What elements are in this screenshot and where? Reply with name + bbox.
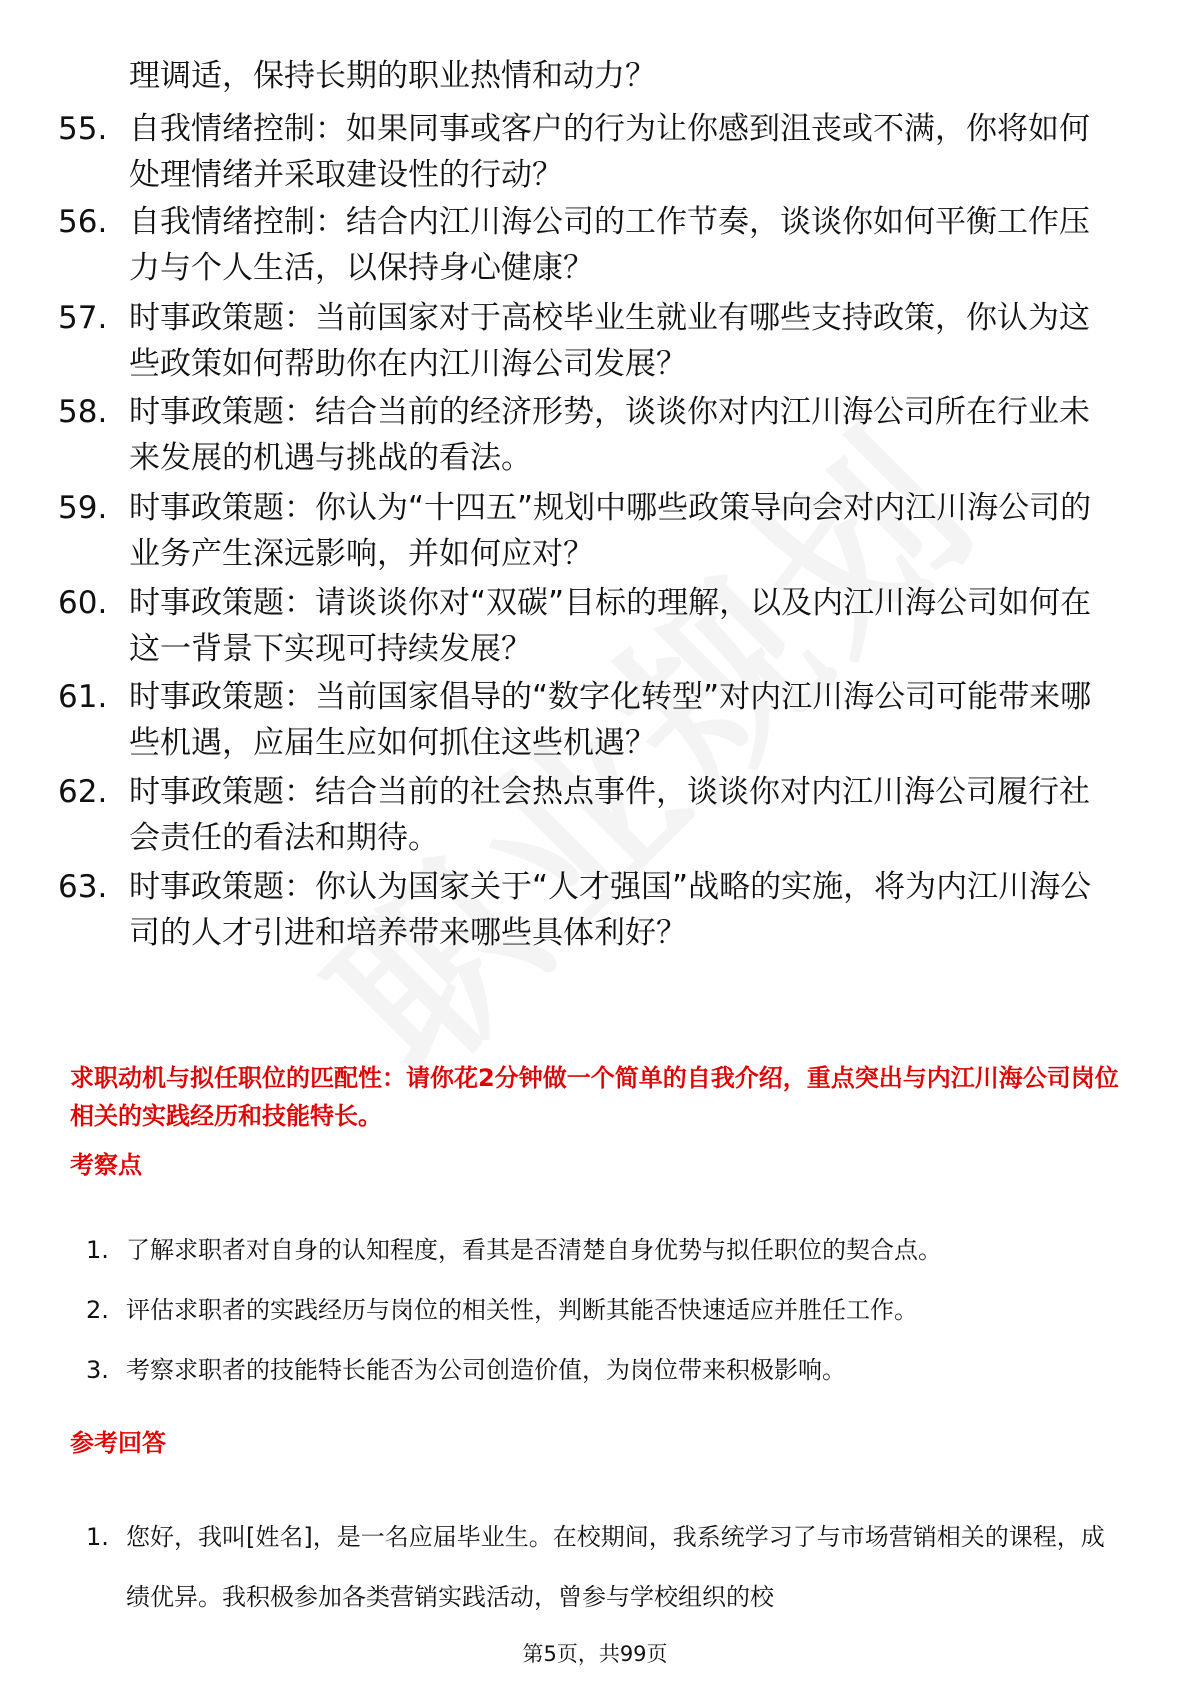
- question-continuation: 理调适，保持长期的职业热情和动力？: [129, 58, 656, 94]
- question-number: 55.: [58, 111, 108, 147]
- list-item: [86, 1353, 1126, 1387]
- question-text: 自我情绪控制：如果同事或客户的行为让你感到沮丧或不满，你将如何处理情绪并采取建设性的行动？: [129, 111, 1090, 193]
- question-number: 56.: [58, 204, 108, 240]
- question-item: [58, 674, 1118, 766]
- list-number: 1.: [86, 1236, 109, 1264]
- question-number: 60.: [58, 585, 108, 621]
- featured-question: 求职动机与拟任职位的匹配性：请你花2分钟做一个简单的自我介绍，重点突出与内江川海公司岗位相关的实践经历和技能特长。: [70, 1064, 1119, 1130]
- question-number: 59.: [58, 490, 108, 526]
- list-text: 了解求职者对自身的认知程度，看其是否清楚自身优势与拟任职位的契合点。: [126, 1236, 942, 1264]
- question-item: [58, 580, 1118, 672]
- question-text: 时事政策题：结合当前的经济形势，谈谈你对内江川海公司所在行业未来发展的机遇与挑战的看法。: [129, 394, 1090, 476]
- list-text: 评估求职者的实践经历与岗位的相关性，判断其能否快速适应并胜任工作。: [126, 1296, 918, 1324]
- list-number: 2.: [86, 1296, 109, 1324]
- question-text: 自我情绪控制：结合内江川海公司的工作节奏，谈谈你如何平衡工作压力与个人生活，以保持身心健康？: [129, 204, 1090, 286]
- question-item: [58, 389, 1118, 481]
- question-text: 时事政策题：你认为“十四五”规划中哪些政策导向会对内江川海公司的业务产生深远影响，并如何应对？: [129, 490, 1092, 572]
- question-number: 57.: [58, 300, 108, 336]
- section-title-cankao: 参考回答: [70, 1429, 166, 1457]
- question-number: 63.: [58, 869, 108, 905]
- question-item: [58, 199, 1118, 291]
- question-item: [58, 864, 1118, 956]
- question-number: 61.: [58, 679, 108, 715]
- question-number: 58.: [58, 394, 108, 430]
- question-text: 时事政策题：结合当前的社会热点事件，谈谈你对内江川海公司履行社会责任的看法和期待。: [129, 774, 1090, 856]
- question-item: [58, 485, 1118, 577]
- question-text: 时事政策题：你认为国家关于“人才强国”战略的实施，将为内江川海公司的人才引进和培养带来哪些具体利好？: [129, 869, 1092, 951]
- list-number: 3.: [86, 1356, 109, 1384]
- section-title-kaocha: 考察点: [70, 1151, 142, 1179]
- list-number: 1.: [86, 1523, 109, 1551]
- page-footer: 第5页，共99页: [522, 1642, 668, 1666]
- list-item: [86, 1293, 1126, 1327]
- question-item: [58, 295, 1118, 387]
- question-item: [58, 769, 1118, 861]
- list-text: 考察求职者的技能特长能否为公司创造价值，为岗位带来积极影响。: [126, 1356, 846, 1384]
- question-text: 时事政策题：请谈谈你对“双碳”目标的理解，以及内江川海公司如何在这一背景下实现可持续发展？: [129, 585, 1092, 667]
- question-text: 时事政策题：当前国家对于高校毕业生就业有哪些支持政策，你认为这些政策如何帮助你在内江川海公司发展？: [129, 300, 1090, 382]
- list-item: [86, 1233, 1126, 1267]
- answer-item: [86, 1507, 1126, 1627]
- question-number: 62.: [58, 774, 108, 810]
- answer-text: 您好，我叫[姓名]，是一名应届毕业生。在校期间，我系统学习了与市场营销相关的课程，成绩优异。我积极参加各类营销实践活动，曾参与学校组织的校: [126, 1523, 1105, 1611]
- question-text: 时事政策题：当前国家倡导的“数字化转型”对内江川海公司可能带来哪些机遇，应届生应如何抓住这些机遇？: [129, 679, 1092, 761]
- question-item: [58, 106, 1118, 198]
